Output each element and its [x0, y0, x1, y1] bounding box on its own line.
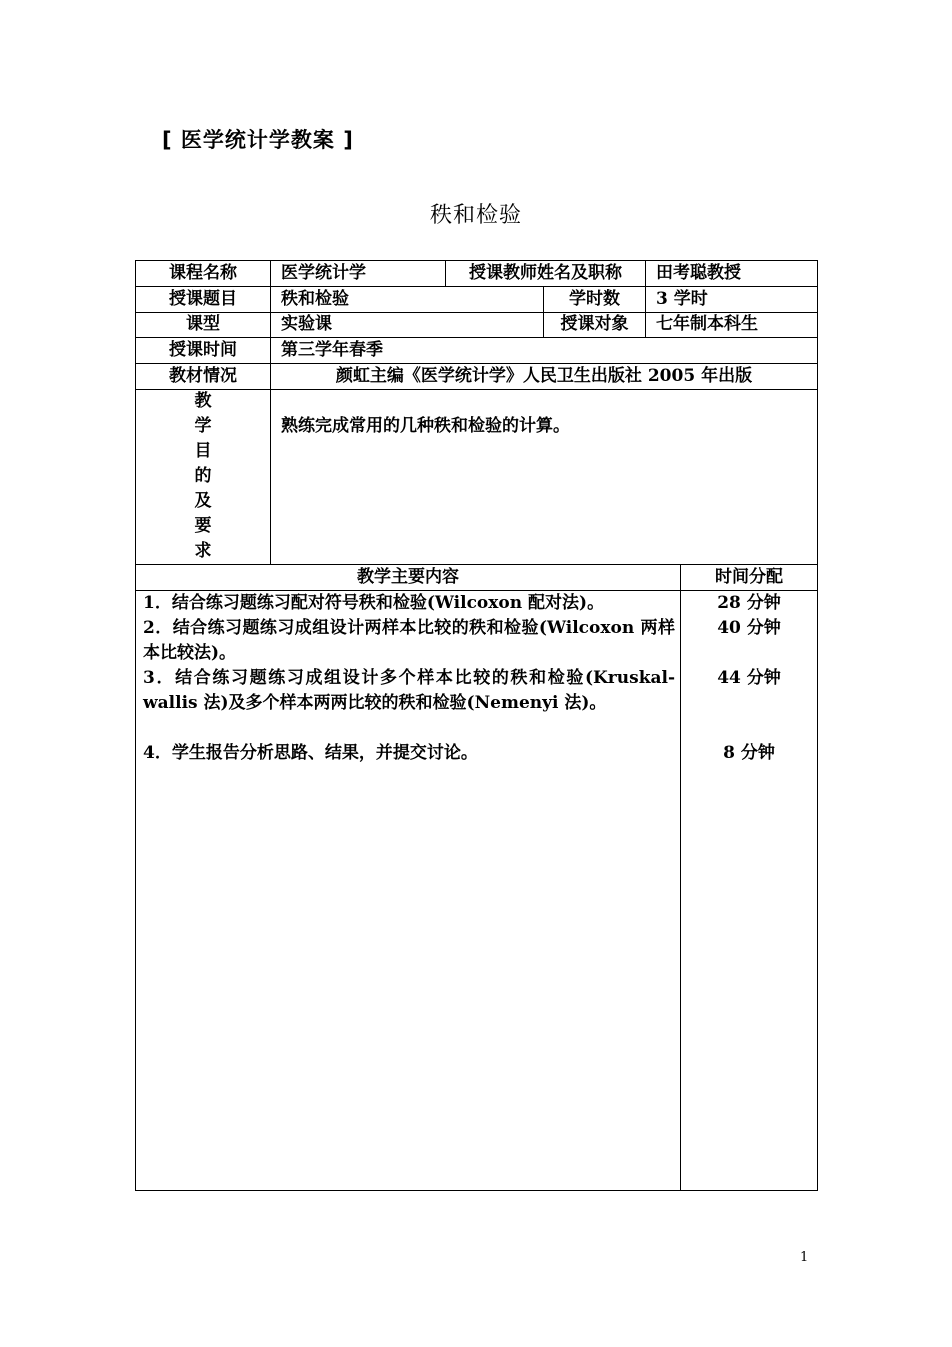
content-list: [143, 591, 675, 766]
schedule-value: 第三学年春季: [281, 340, 383, 360]
course-name-label: 课程名称: [169, 263, 237, 283]
topic-value: 秩和检验: [281, 289, 349, 309]
textbook-label: 教材情况: [169, 366, 237, 386]
schedule-label: 授课时间: [169, 340, 237, 360]
objectives-label-char: 要: [194, 516, 212, 536]
topic-label: 授课题目: [169, 289, 237, 309]
time-value: 8 分钟: [723, 743, 775, 763]
teacher-label: 授课教师姓名及职称: [469, 263, 622, 283]
time-value: 44 分钟: [717, 668, 781, 688]
content-item: 3．结合练习题练习成组设计多个样本比较的秩和检验(Kruskal-wallis 法)及多个样本两两比较的秩和检验(Nemenyi 法)。: [143, 668, 675, 713]
teacher-value: 田考聪教授: [656, 263, 741, 283]
objectives-label-char: 的: [194, 466, 212, 486]
objectives-label-char: 目: [194, 441, 212, 461]
page-title: 秩和检验: [429, 203, 522, 228]
content-header: 教学主要内容: [357, 567, 459, 587]
hours-value: 3 学时: [656, 289, 708, 309]
column-divider: [270, 260, 271, 564]
content-item: 1．结合练习题练习配对符号秩和检验(Wilcoxon 配对法)。: [143, 593, 605, 613]
lesson-type-label: 课型: [186, 314, 220, 334]
objectives-label-char: 求: [194, 541, 212, 561]
time-value: 28 分钟: [717, 593, 781, 613]
content-item: 4．学生报告分析思路、结果，并提交讨论。: [143, 743, 478, 763]
page-number: 1: [800, 1250, 809, 1265]
lesson-type-value: 实验课: [281, 314, 332, 334]
objectives-text: 熟练完成常用的几种秩和检验的计算。: [281, 416, 570, 436]
time-value: 40 分钟: [717, 618, 781, 638]
column-divider: [680, 564, 681, 1191]
objectives-label: [136, 389, 270, 564]
objectives-label-char: 学: [194, 416, 212, 436]
objectives-label-char: 教: [194, 391, 212, 411]
course-name-value: 医学统计学: [281, 263, 366, 283]
hours-label: 学时数: [569, 289, 620, 309]
audience-label: 授课对象: [560, 314, 629, 334]
content-item: 2．结合练习题练习成组设计两样本比较的秩和检验(Wilcoxon 两样本比较法)。: [143, 618, 675, 663]
objectives-label-char: 及: [194, 491, 212, 511]
audience-value: 七年制本科生: [656, 314, 758, 334]
textbook-value: 颜虹主编《医学统计学》人民卫生出版社 2005 年出版: [335, 366, 753, 386]
column-divider: [645, 260, 646, 337]
document-header: [ 医学统计学教案 ]: [162, 128, 354, 152]
time-header: 时间分配: [715, 567, 783, 587]
